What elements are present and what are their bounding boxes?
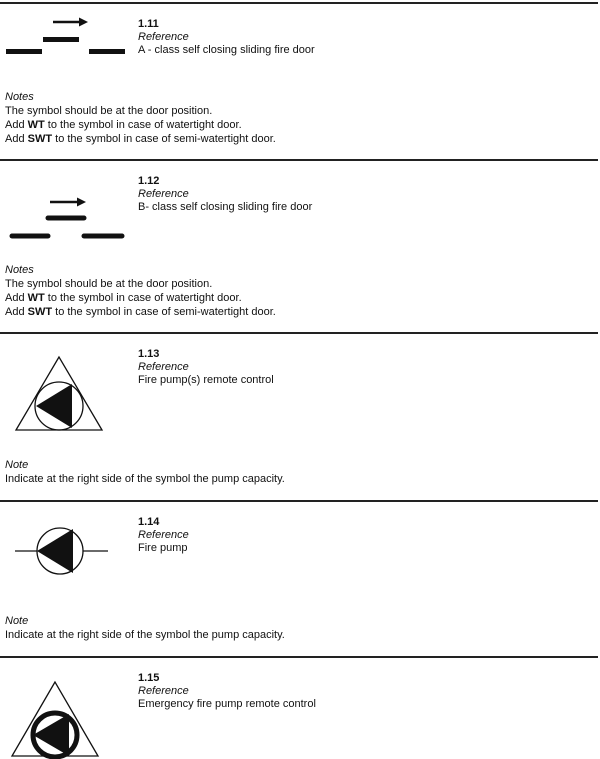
- reference-number: 1.12: [138, 175, 160, 187]
- reference-block: [138, 672, 316, 711]
- reference-number: 1.11: [138, 18, 159, 30]
- notes-title: Note: [5, 615, 29, 627]
- notes-title: Note: [5, 459, 29, 471]
- reference-description: A - class self closing sliding fire door: [138, 44, 315, 56]
- sliding-door-a-icon: [0, 8, 130, 63]
- reference-label: Reference: [138, 31, 189, 43]
- notes-block: [5, 263, 595, 319]
- reference-number: 1.15: [138, 672, 160, 684]
- notes-block: [5, 614, 595, 642]
- reference-description: Fire pump: [138, 542, 188, 554]
- reference-block: [138, 348, 274, 387]
- note-line: Add WT to the symbol in case of watertight door.: [5, 292, 242, 304]
- fire-pump-icon: [0, 506, 130, 596]
- notes-block: [5, 90, 595, 146]
- reference-description: Fire pump(s) remote control: [138, 374, 274, 386]
- note-line: Add SWT to the symbol in case of semi-watertight door.: [5, 306, 276, 318]
- note-line: Add WT to the symbol in case of watertight door.: [5, 119, 242, 131]
- notes-title: Notes: [5, 264, 34, 276]
- reference-label: Reference: [138, 685, 189, 697]
- reference-block: [138, 516, 189, 555]
- reference-description: B- class self closing sliding fire door: [138, 201, 313, 213]
- reference-description: Emergency fire pump remote control: [138, 698, 316, 710]
- note-line: The symbol should be at the door position.: [5, 105, 213, 117]
- top-rule: [0, 2, 598, 4]
- section-divider: [0, 332, 598, 334]
- note-line: Indicate at the right side of the symbol the pump capacity.: [5, 629, 285, 641]
- emergency-pump-remote-control-icon: [0, 662, 130, 759]
- reference-label: Reference: [138, 188, 189, 200]
- section-divider: [0, 656, 598, 658]
- pump-remote-control-icon: [0, 338, 130, 438]
- sliding-door-b-icon: [0, 165, 130, 250]
- note-line: Indicate at the right side of the symbol the pump capacity.: [5, 473, 285, 485]
- reference-label: Reference: [138, 529, 189, 541]
- reference-label: Reference: [138, 361, 189, 373]
- section-divider: [0, 159, 598, 161]
- notes-block: [5, 458, 595, 486]
- reference-number: 1.13: [138, 348, 160, 360]
- section-divider: [0, 500, 598, 502]
- reference-block: [138, 175, 312, 214]
- reference-block: [138, 18, 315, 57]
- note-line: Add SWT to the symbol in case of semi-watertight door.: [5, 133, 276, 145]
- reference-number: 1.14: [138, 516, 160, 528]
- note-line: The symbol should be at the door position.: [5, 278, 213, 290]
- notes-title: Notes: [5, 91, 34, 103]
